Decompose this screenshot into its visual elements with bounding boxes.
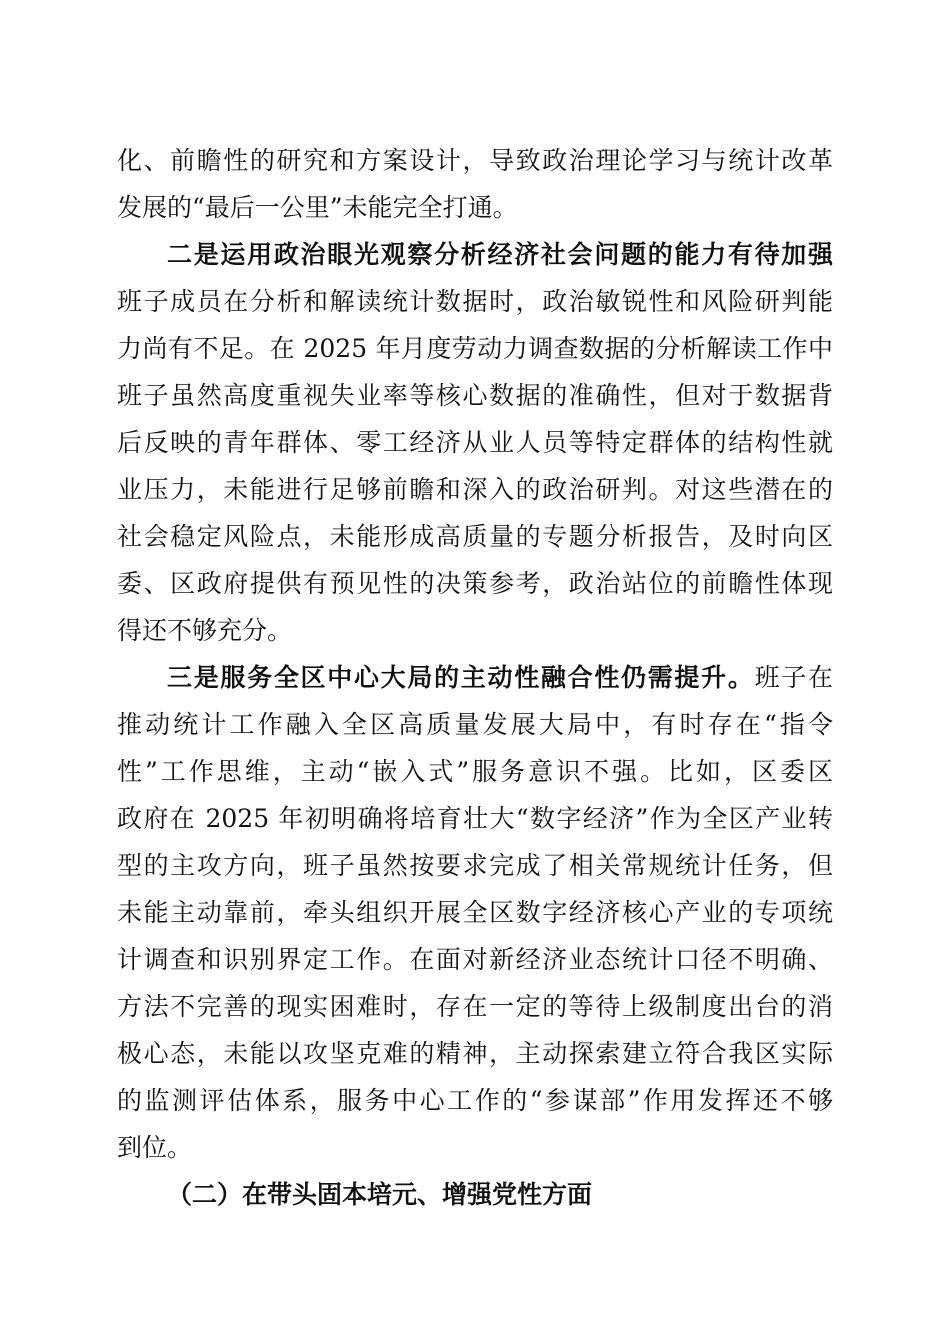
text-line: 未能主动靠前，牵头组织开展全区数字经济核心产业的专项统 [117, 898, 833, 927]
text-line: 业压力，未能进行足够前瞻和深入的政治研判。对这些潜在的 [117, 475, 833, 504]
text-line: 的监测评估体系，服务中心工作的“参谋部”作用发挥还不够 [117, 1086, 833, 1115]
point-three-first-line-rest: 班子在 [754, 663, 833, 692]
point-two-heading: 二是运用政治眼光观察分析经济社会问题的能力有待加强 [167, 240, 833, 269]
text-line: 后反映的青年群体、零工经济从业人员等特定群体的结构性就 [117, 428, 833, 457]
text-line: 计调查和识别界定工作。在面对新经济业态统计口径不明确、 [117, 945, 833, 974]
text-line: 型的主攻方向，班子虽然按要求完成了相关常规统计任务，但 [117, 851, 833, 880]
text-line: 极心态，未能以攻坚克难的精神，主动探索建立符合我区实际 [117, 1039, 833, 1068]
point-three-heading: 三是服务全区中心大局的主动性融合性仍需提升。 [167, 663, 755, 692]
text-line: 社会稳定风险点，未能形成高质量的专题分析报告，及时向区 [117, 522, 833, 551]
text-line: 性”工作思维，主动“嵌入式”服务意识不强。比如，区委区 [117, 757, 833, 786]
text-line: 发展的“最后一公里”未能完全打通。 [117, 193, 518, 222]
text-line: 化、前瞻性的研究和方案设计，导致政治理论学习与统计改革 [117, 146, 833, 175]
text-line: 委、区政府提供有预见性的决策参考，政治站位的前瞻性体现 [117, 569, 833, 598]
text-line: 到位。 [117, 1133, 193, 1162]
text-line: 班子虽然高度重视失业率等核心数据的准确性，但对于数据背 [117, 381, 833, 410]
text-line: 得还不够充分。 [117, 616, 293, 645]
text-line: 班子成员在分析和解读统计数据时，政治敏锐性和风险研判能 [117, 287, 833, 316]
text-line: 方法不完善的现实困难时，存在一定的等待上级制度出台的消 [117, 992, 833, 1021]
text-line: 力尚有不足。在 2025 年月度劳动力调查数据的分析解读工作中 [117, 334, 833, 363]
point-three-first-line [167, 663, 833, 693]
text-line: 政府在 2025 年初明确将培育壮大“数字经济”作为全区产业转 [117, 804, 833, 833]
section-heading: （二）在带头固本培元、增强党性方面 [167, 1180, 593, 1209]
text-line: 推动统计工作融入全区高质量发展大局中，有时存在“指令 [117, 710, 833, 739]
